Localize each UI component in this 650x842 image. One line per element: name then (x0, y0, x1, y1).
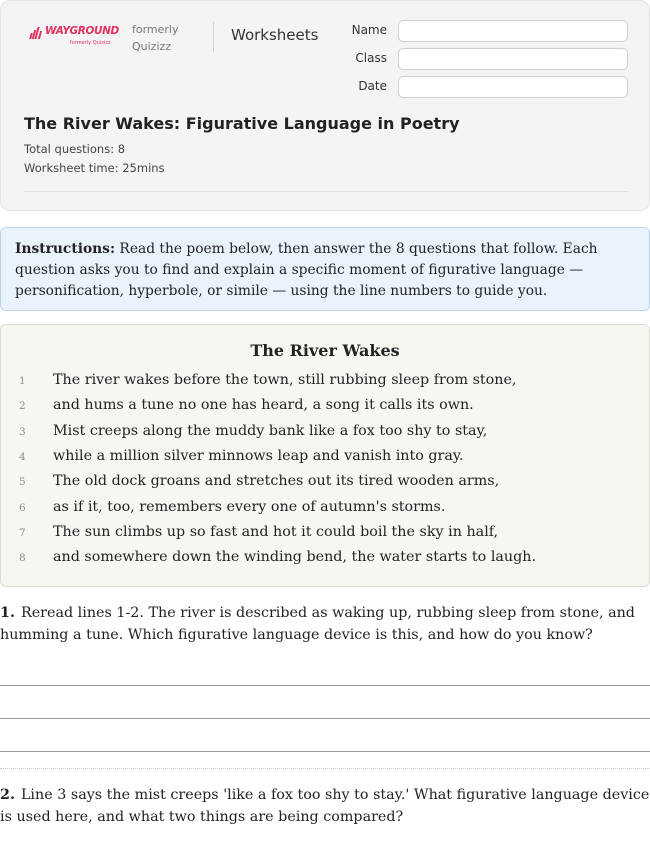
formerly-brand: Quizizz (132, 40, 172, 53)
line-number: 2 (19, 400, 26, 412)
question-1 (0, 602, 650, 646)
line-text: and somewhere down the winding bend, the water starts to laugh. (53, 549, 537, 565)
line-number: 3 (19, 426, 26, 438)
wayground-logo (30, 25, 118, 49)
poem-line (1, 397, 649, 417)
line-text: The river wakes before the town, still rubbing sleep from stone, (53, 372, 517, 388)
class-field[interactable] (398, 48, 628, 70)
logo-mark-icon (30, 25, 41, 39)
line-text: and hums a tune no one has heard, a song it calls its own. (53, 397, 474, 413)
line-number: 6 (19, 502, 26, 514)
question-text: Reread lines 1-2. The river is described as waking up, rubbing sleep from stone, and humming a tune. Which figurative language device is this, and how do you know? (0, 605, 635, 643)
line-number: 8 (19, 552, 26, 564)
instructions-text: Read the poem below, then answer the 8 questions that follow. Each question asks you to find and explain a specific moment of figurative language — personification, hyperbole, or simile — using the line numbers to guide you. (15, 241, 598, 299)
logo-subtitle: formerly Quizizz (70, 40, 111, 46)
line-text: as if it, too, remembers every one of autumn's storms. (53, 499, 446, 515)
worksheet-time: Worksheet time: 25mins (24, 161, 165, 175)
formerly-quizizz (132, 21, 179, 55)
question-text: Line 3 says the mist creeps 'like a fox too shy to stay.' What figurative language device is used here, and what two things are being compared? (0, 787, 650, 825)
formerly-label: formerly (132, 23, 179, 36)
date-field[interactable] (398, 76, 628, 98)
poem-line (1, 473, 649, 493)
line-number: 1 (19, 375, 26, 387)
poem-line (1, 549, 649, 569)
question-separator (0, 768, 650, 769)
poem-line (1, 524, 649, 544)
line-text: Mist creeps along the muddy bank like a fox too shy to stay, (53, 423, 488, 439)
line-text: while a million silver minnows leap and vanish into gray. (53, 448, 464, 464)
logo-wordmark: WAYGROUND (45, 25, 119, 37)
answer-line[interactable] (0, 751, 650, 752)
header-rule (24, 191, 628, 192)
poem-title: The River Wakes (250, 341, 400, 360)
instructions-box (0, 227, 650, 311)
poem-card (0, 324, 650, 587)
question-number: 1. (0, 605, 15, 621)
question-2 (0, 784, 650, 828)
line-text: The sun climbs up so fast and hot it could boil the sky in half, (53, 524, 499, 540)
name-field[interactable] (398, 20, 628, 42)
line-number: 7 (19, 527, 26, 539)
worksheet-header (0, 0, 650, 211)
date-label: Date (358, 79, 387, 93)
line-number: 4 (19, 451, 26, 463)
line-number: 5 (19, 476, 26, 488)
poem-line (1, 372, 649, 392)
instructions-label: Instructions: (15, 241, 116, 257)
answer-line[interactable] (0, 718, 650, 719)
poem-line (1, 448, 649, 468)
section-title: Worksheets (231, 26, 319, 44)
class-label: Class (355, 51, 387, 65)
poem-line (1, 423, 649, 443)
question-number: 2. (0, 787, 15, 803)
total-questions: Total questions: 8 (24, 142, 126, 156)
line-text: The old dock groans and stretches out its tired wooden arms, (53, 473, 500, 489)
poem-line (1, 499, 649, 519)
answer-line[interactable] (0, 685, 650, 686)
header-divider (213, 22, 214, 52)
name-label: Name (351, 23, 387, 37)
worksheet-title: The River Wakes: Figurative Language in Poetry (24, 114, 460, 133)
